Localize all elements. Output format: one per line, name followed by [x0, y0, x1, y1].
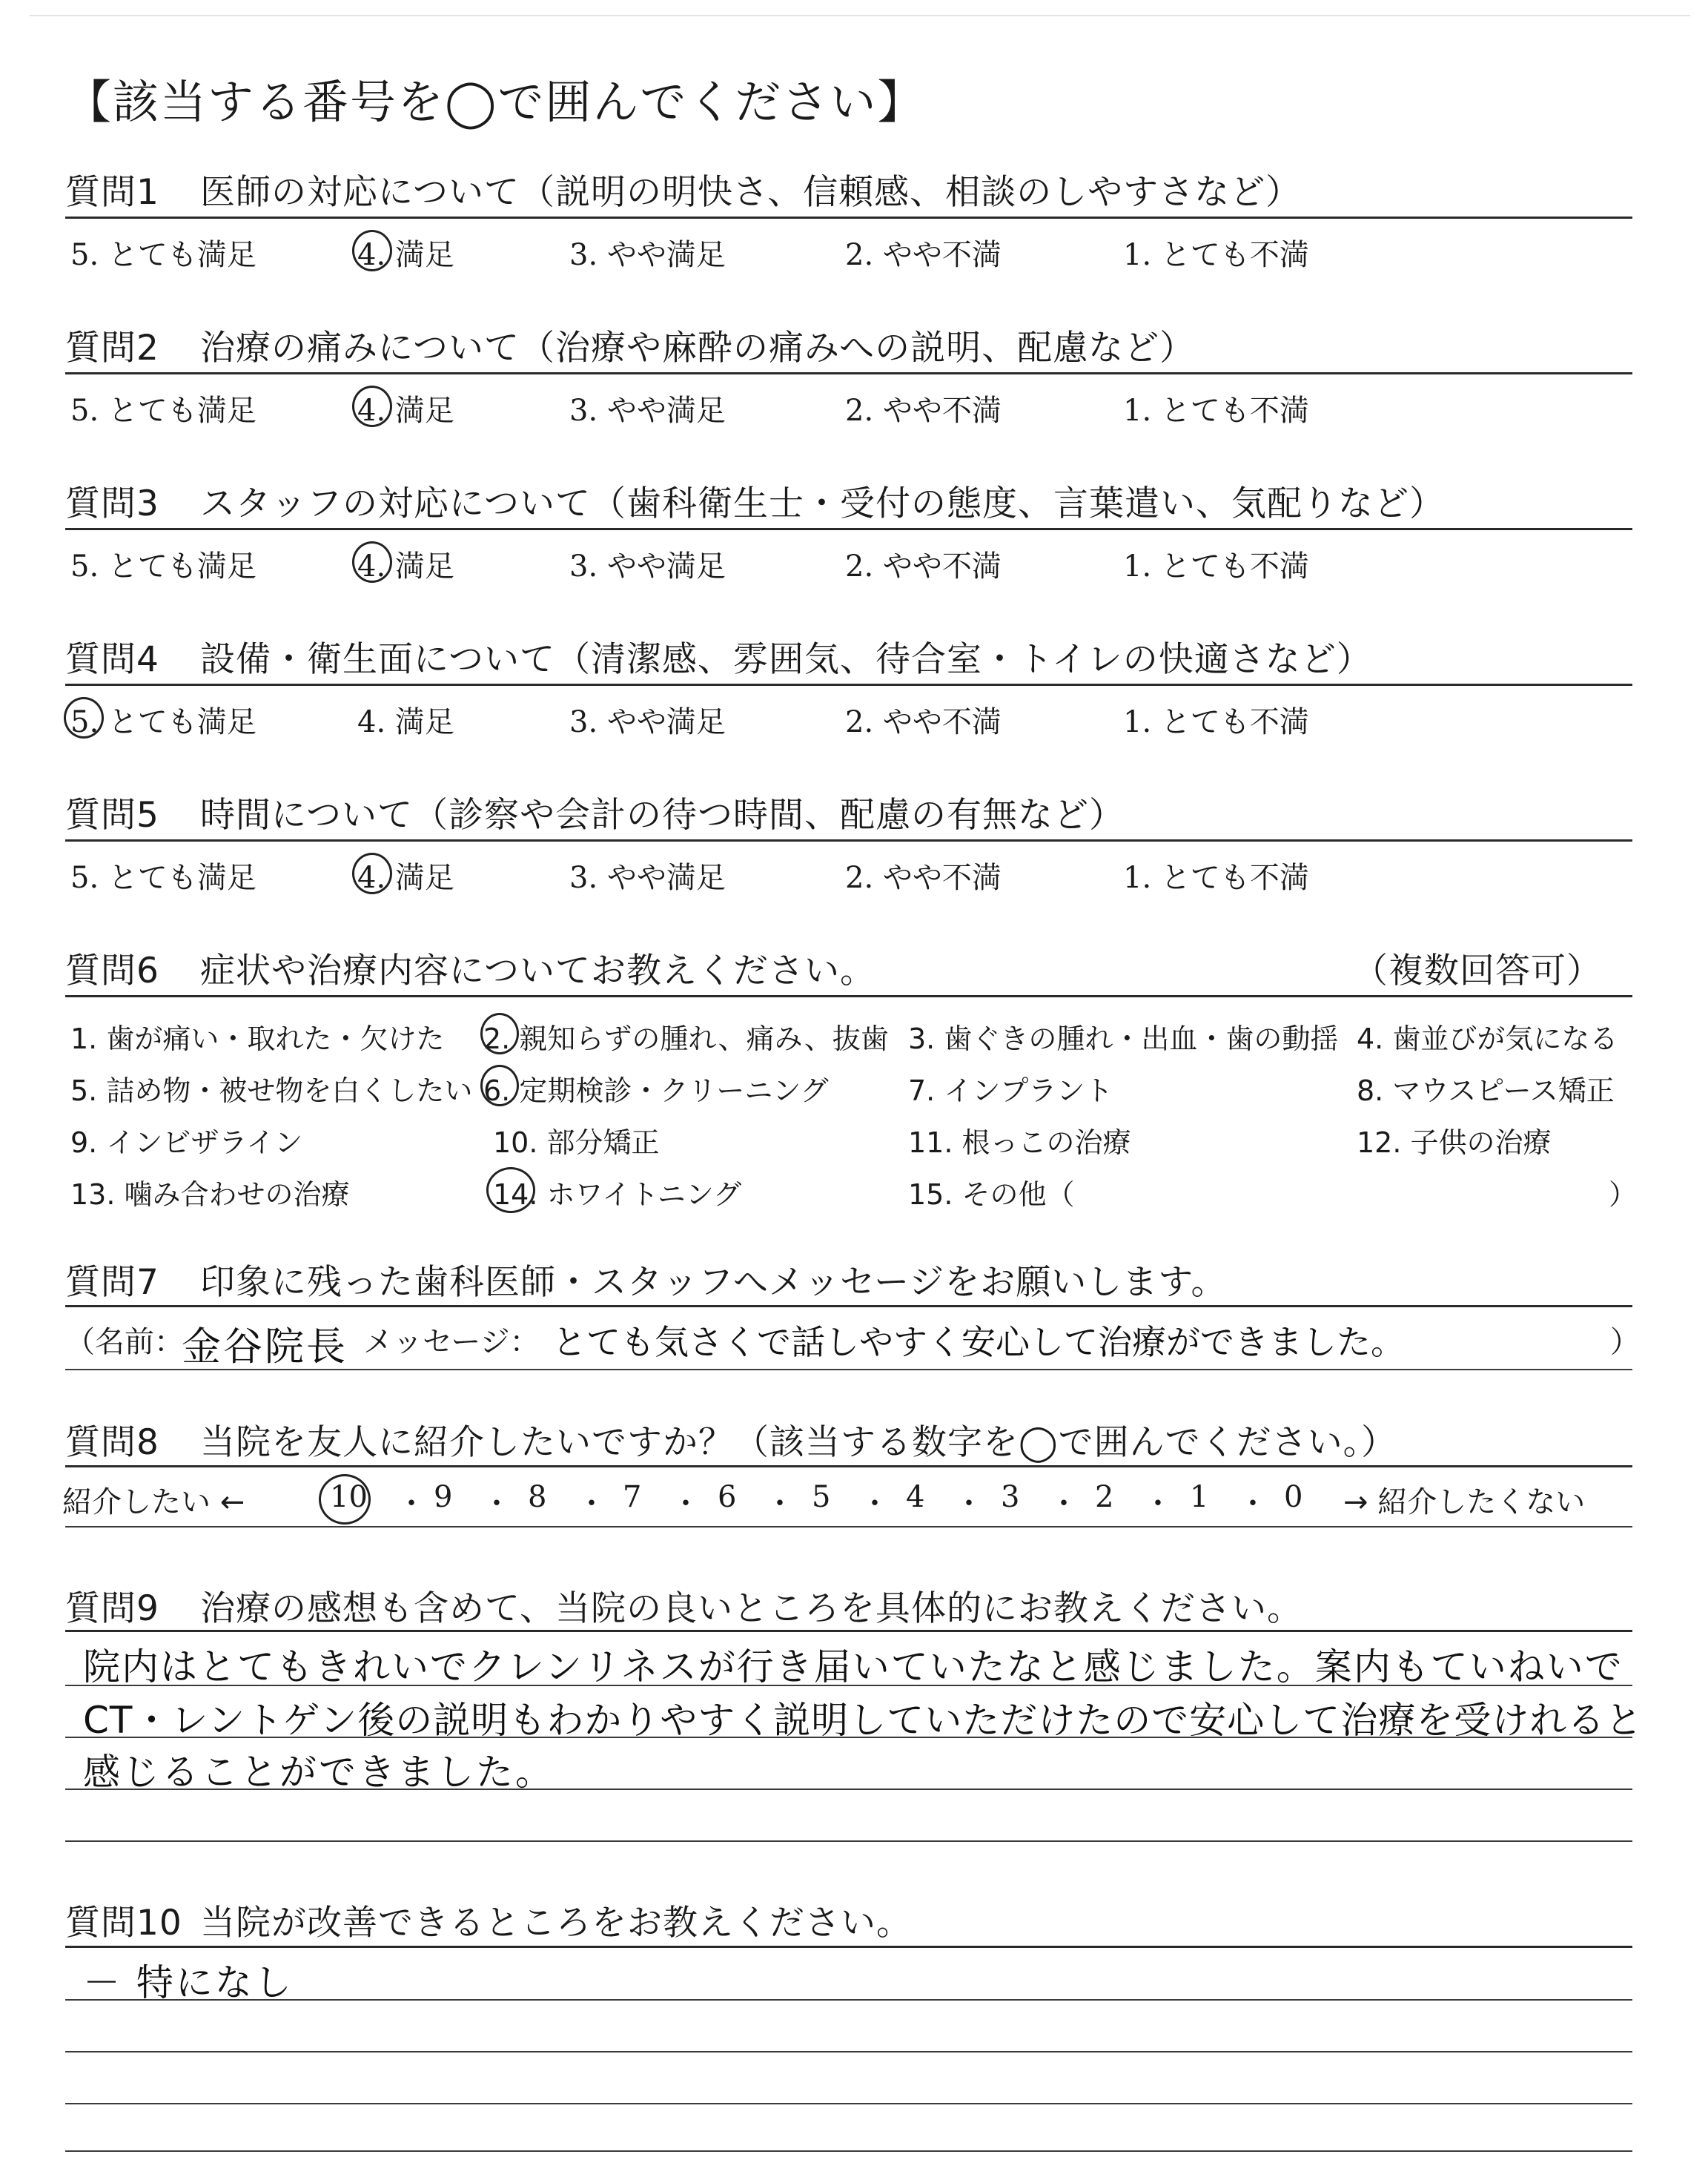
page-title: 【該当する番号を◯で囲んでください】: [65, 75, 925, 129]
q6-option-1[interactable]: 1. 歯が痛い・取れた・欠けた: [70, 1023, 445, 1055]
question-3-label: 質問3: [65, 483, 159, 524]
q9-line-rule-1: [65, 1685, 1632, 1686]
q10-line-rule-2: [65, 2051, 1632, 2052]
q5-option-2[interactable]: 2. やや不満: [845, 861, 1002, 895]
q7-answer-rule: [65, 1369, 1632, 1370]
q4-option-2[interactable]: 2. やや不満: [845, 705, 1002, 739]
q2-option-1[interactable]: 1. とても不満: [1123, 394, 1309, 428]
q4-option-5[interactable]: 5. とても満足: [70, 705, 256, 739]
question-2-heading: [65, 320, 1195, 370]
question-10-label: 質問10: [65, 1903, 182, 1943]
question-4-heading: [65, 632, 1372, 681]
q8-scale-dot: ・: [765, 1487, 795, 1521]
question-8-heading: [65, 1415, 1397, 1464]
q7-name-value[interactable]: 金谷院長: [182, 1324, 348, 1370]
q3-option-3[interactable]: 3. やや満足: [569, 549, 726, 584]
q9-answer-line-3[interactable]: 感じることができました。: [83, 1751, 555, 1794]
q8-scale-9[interactable]: 9: [434, 1480, 453, 1514]
q9-line-rule-2: [65, 1737, 1632, 1738]
question-4-text: 設備・衛生面について（清潔感、雰囲気、待合室・トイレの快適さなど）: [200, 639, 1372, 680]
q8-right-label: → 紹介したくない: [1343, 1485, 1586, 1519]
q2-option-3[interactable]: 3. やや満足: [569, 394, 726, 428]
question-1-rule: [65, 217, 1632, 219]
q6-option-15[interactable]: 15. その他（: [908, 1178, 1075, 1211]
q5-option-4[interactable]: 4. 満足: [357, 861, 454, 895]
q3-option-5[interactable]: 5. とても満足: [70, 549, 256, 584]
q7-message-label: メッセージ：: [363, 1325, 540, 1359]
question-9-rule: [65, 1630, 1632, 1632]
q5-option-1[interactable]: 1. とても不満: [1123, 861, 1309, 895]
q8-selection-circle: [319, 1474, 371, 1525]
question-3-rule: [65, 528, 1632, 530]
q10-line-rule-3: [65, 2103, 1632, 2104]
q1-option-5[interactable]: 5. とても満足: [70, 238, 256, 272]
question-8-rule: [65, 1465, 1632, 1467]
q1-selection-circle: [352, 230, 392, 271]
q2-option-4[interactable]: 4. 満足: [357, 394, 454, 428]
q9-line-rule-3: [65, 1789, 1632, 1790]
q5-option-3[interactable]: 3. やや満足: [569, 861, 726, 895]
q6-option-6[interactable]: 6. 定期検診・クリーニング: [483, 1074, 829, 1107]
q8-scale-dot: ・: [671, 1487, 701, 1521]
q2-selection-circle: [352, 386, 392, 427]
q8-scale-dot: ・: [577, 1487, 606, 1521]
q6-selection-circle-2: [480, 1013, 519, 1054]
q8-scale-dot: ・: [482, 1487, 512, 1521]
question-3-text: スタッフの対応について（歯科衛生士・受付の態度、言葉遣い、気配りなど）: [200, 483, 1446, 524]
q7-message-value[interactable]: とても気さくで話しやすく安心して治療ができました。: [552, 1322, 1405, 1362]
q8-scale-dot: ・: [397, 1487, 426, 1521]
q8-scale-dot: ・: [954, 1487, 984, 1521]
q8-scale-0[interactable]: 0: [1284, 1480, 1303, 1514]
q1-option-2[interactable]: 2. やや不満: [845, 238, 1002, 272]
question-6-label: 質問6: [65, 951, 159, 991]
q1-option-1[interactable]: 1. とても不満: [1123, 238, 1309, 272]
q8-scale-dot: ・: [1238, 1487, 1268, 1521]
question-2-text: 治療の痛みについて（治療や麻酔の痛みへの説明、配慮など）: [200, 328, 1196, 369]
q6-option-12[interactable]: 12. 子供の治療: [1357, 1126, 1552, 1159]
question-1-heading: [65, 165, 1301, 214]
question-5-rule: [65, 839, 1632, 842]
q4-option-4[interactable]: 4. 満足: [357, 705, 454, 739]
question-4-rule: [65, 684, 1632, 686]
q8-scale-dot: ・: [1143, 1487, 1173, 1521]
question-10-heading: [65, 1895, 912, 1945]
question-6-text: 症状や治療内容についてお教えください。: [200, 951, 876, 991]
q6-option-8[interactable]: 8. マウスピース矯正: [1357, 1074, 1615, 1107]
question-9-label: 質問9: [65, 1588, 159, 1629]
q8-scale-5[interactable]: 5: [812, 1480, 831, 1514]
q6-option-10[interactable]: 10. 部分矯正: [493, 1126, 660, 1159]
question-10-rule: [65, 1946, 1632, 1948]
q10-line-rule-4: [65, 2150, 1632, 2152]
question-2-rule: [65, 372, 1632, 374]
q5-option-5[interactable]: 5. とても満足: [70, 861, 256, 895]
question-5-heading: [65, 787, 1125, 837]
q4-option-3[interactable]: 3. やや満足: [569, 705, 726, 739]
q3-option-4[interactable]: 4. 満足: [357, 549, 454, 584]
q6-option-7[interactable]: 7. インプラント: [908, 1074, 1113, 1107]
q8-bottom-rule: [65, 1526, 1632, 1527]
q6-option-2[interactable]: 2. 親知らずの腫れ、痛み、抜歯: [483, 1023, 889, 1055]
question-1-text: 医師の対応について（説明の明快さ、信頼感、相談のしやすさなど）: [200, 172, 1302, 213]
q8-scale-4[interactable]: 4: [906, 1480, 925, 1514]
q6-selection-circle-14: [486, 1167, 535, 1213]
question-8-text: 当院を友人に紹介したいですか？（該当する数字を◯で囲んでください。）: [200, 1422, 1397, 1463]
q3-option-1[interactable]: 1. とても不満: [1123, 549, 1309, 584]
q6-option-14[interactable]: 14. ホワイトニング: [493, 1178, 742, 1211]
question-7-heading: [65, 1255, 1226, 1304]
q6-option-3[interactable]: 3. 歯ぐきの腫れ・出血・歯の動揺: [908, 1023, 1339, 1055]
question-8-label: 質問8: [65, 1422, 159, 1463]
q8-scale-dot: ・: [1049, 1487, 1079, 1521]
q6-option-9[interactable]: 9. インビザライン: [70, 1126, 303, 1159]
q8-left-label: 紹介したい ←: [62, 1485, 245, 1519]
scan-edge-line: [30, 15, 1690, 16]
question-5-label: 質問5: [65, 795, 159, 836]
question-1-label: 質問1: [65, 172, 159, 213]
q7-name-label: （名前：: [65, 1325, 184, 1359]
question-5-text: 時間について（診察や会計の待つ時間、配慮の有無など）: [200, 795, 1125, 836]
q6-option-11[interactable]: 11. 根っこの治療: [908, 1126, 1131, 1159]
q8-scale-3[interactable]: 3: [1001, 1480, 1020, 1514]
q6-option-15-close: ）: [1609, 1178, 1638, 1211]
q9-answer-line-2[interactable]: CT・レントゲン後の説明もわかりやすく説明していただけたので安心して治療を受けれると: [83, 1699, 1644, 1742]
q8-scale-1[interactable]: 1: [1190, 1480, 1209, 1514]
q10-answer[interactable]: － 特になし: [83, 1961, 294, 2004]
question-7-text: 印象に残った歯科医師・スタッフへメッセージをお願いします。: [200, 1262, 1227, 1303]
q3-selection-circle: [352, 541, 392, 583]
question-7-rule: [65, 1305, 1632, 1307]
question-9-text: 治療の感想も含めて、当院の良いところを具体的にお教えください。: [200, 1588, 1303, 1629]
q2-option-2[interactable]: 2. やや不満: [845, 394, 1002, 428]
q1-option-3[interactable]: 3. やや満足: [569, 238, 726, 272]
q8-scale-8[interactable]: 8: [528, 1480, 547, 1514]
question-6-note: （複数回答可）: [1353, 951, 1602, 991]
question-6-rule: [65, 995, 1632, 997]
question-9-heading: [65, 1581, 1302, 1631]
question-3-heading: [65, 476, 1445, 526]
q6-option-4[interactable]: 4. 歯並びが気になる: [1357, 1023, 1618, 1055]
q10-line-rule-1: [65, 1999, 1632, 2001]
question-4-label: 質問4: [65, 639, 159, 680]
q6-option-5[interactable]: 5. 詰め物・被せ物を白くしたい: [70, 1074, 473, 1107]
q1-option-4[interactable]: 4. 満足: [357, 238, 454, 272]
q2-option-5[interactable]: 5. とても満足: [70, 394, 256, 428]
q9-answer-line-1[interactable]: 院内はとてもきれいでクレンリネスが行き届いていたなと感じました。案内もていねいで: [83, 1645, 1623, 1688]
question-10-text: 当院が改善できるところをお教えください。: [200, 1903, 912, 1943]
q8-scale-2[interactable]: 2: [1095, 1480, 1114, 1514]
q7-close-paren: ）: [1610, 1325, 1640, 1359]
question-7-label: 質問7: [65, 1262, 159, 1303]
q9-line-rule-4: [65, 1840, 1632, 1842]
q8-scale-7[interactable]: 7: [623, 1480, 642, 1514]
q8-scale-6[interactable]: 6: [718, 1480, 737, 1514]
q5-selection-circle: [352, 853, 392, 894]
question-6-heading: [65, 943, 875, 993]
q8-scale-dot: ・: [860, 1487, 890, 1521]
q6-selection-circle-6: [480, 1065, 519, 1106]
question-2-label: 質問2: [65, 328, 159, 369]
q3-option-2[interactable]: 2. やや不満: [845, 549, 1002, 584]
q4-selection-circle: [64, 697, 104, 739]
q8-scale-10[interactable]: 10: [330, 1480, 368, 1514]
q6-option-13[interactable]: 13. 噛み合わせの治療: [70, 1178, 350, 1211]
q4-option-1[interactable]: 1. とても不満: [1123, 705, 1309, 739]
